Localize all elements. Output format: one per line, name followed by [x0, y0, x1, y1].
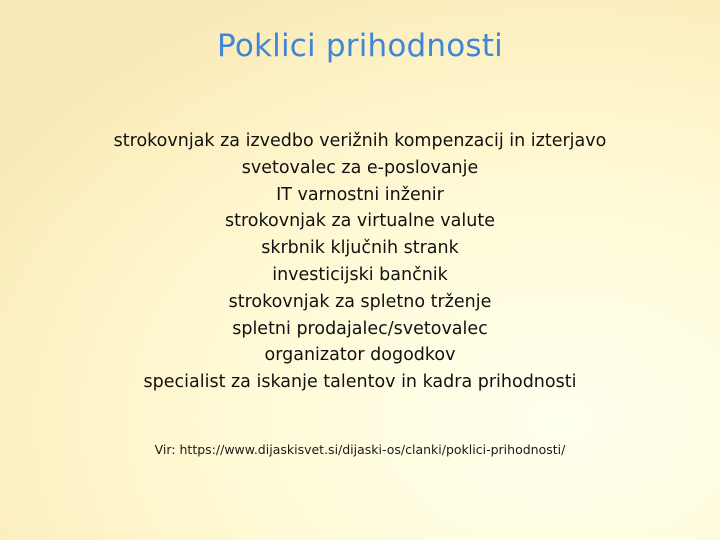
slide-title: Poklici prihodnosti: [217, 28, 503, 64]
list-item: specialist za iskanje talentov in kadra prihodnosti: [143, 372, 577, 393]
list-item: strokovnjak za spletno trženje: [228, 291, 492, 312]
list-item: organizator dogodkov: [264, 345, 456, 366]
list-item: investicijski bančnik: [272, 264, 448, 285]
source-citation: Vir: https://www.dijaskisvet.si/dijaski-os/clanki/poklici-prihodnosti/: [154, 442, 566, 457]
list-item: svetovalec za e-poslovanje: [241, 157, 479, 178]
list-item: IT varnostni inženir: [276, 184, 444, 205]
list-item: skrbnik ključnih strank: [261, 238, 459, 259]
list-item: strokovnjak za izvedbo verižnih kompenzacij in izterjavo: [113, 131, 607, 151]
list-item: strokovnjak za virtualne valute: [225, 211, 495, 232]
list-item: spletni prodajalec/svetovalec: [232, 318, 488, 339]
occupation-list: [0, 128, 720, 396]
